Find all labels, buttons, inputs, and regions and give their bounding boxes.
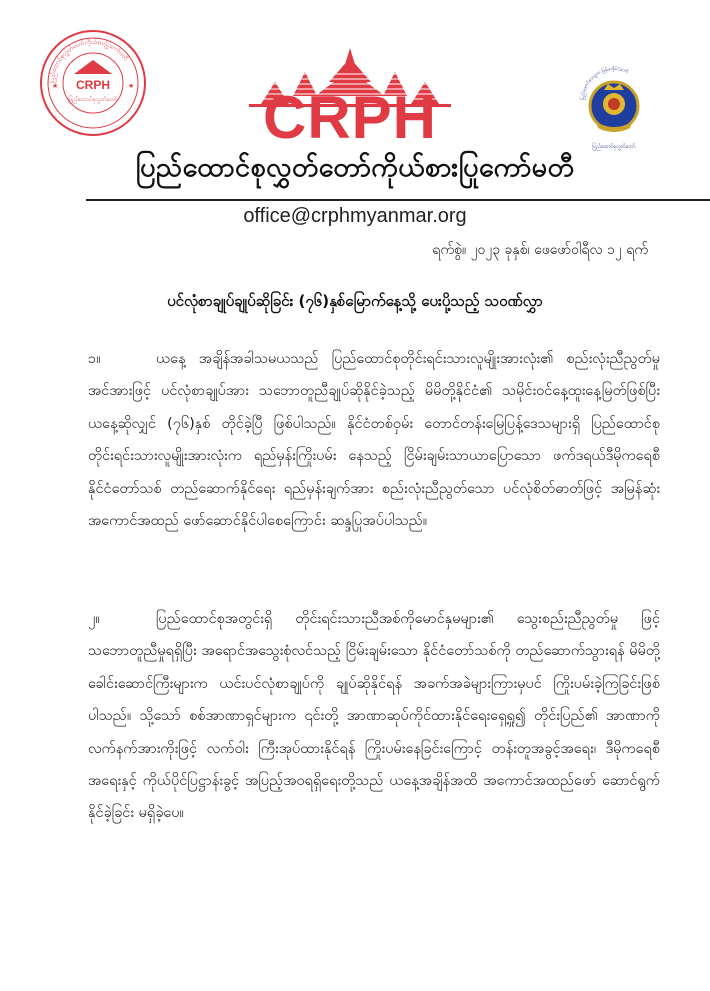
- crph-logo: [245, 48, 455, 150]
- logo-text: CRPH: [262, 84, 437, 151]
- document-title: ပင်လုံစာချုပ်ချုပ်ဆိုခြင်း (၇၆)နှစ်မြောက်နေ့သို့ ပေးပို့သည့် သဝဏ်လွှာ: [167, 292, 543, 310]
- state-emblem-icon: [574, 60, 654, 156]
- svg-text:★: ★: [128, 82, 135, 90]
- paragraph-number: ၁။: [88, 351, 101, 367]
- paragraph-2: [88, 603, 660, 830]
- paragraph-text: ပြည်ထောင်စုအတွင်းရှိ တိုင်းရင်းသားညီအစ်ကိုမောင်နှမများ၏ သွေးစည်းညီညွတ်မှု ဖြင့် သဘောတူညီမှုရရှိပြီး အရောင်အသွေးစုံလင်သည့် ငြိမ်းချမ်းသော နိုင်ငံတော်သစ်ကို တည်ဆောက်သွားရန် မိမိတို့ခေါင်းဆောင်ကြီးများက ယင်းပင်လုံစာချုပ်ကို ချုပ်ဆိုနိုင်ရန် အခက်အခဲများကြားမှပင် ကြိုးပမ်းခဲ့ကြခြင်းဖြစ်ပါသည်။ သို့သော် စစ်အာဏာရှင်များက ၎င်းတို့ အာဏာဆုပ်ကိုင်ထားနိုင်ရေးရှေ့ရှု၍ တိုင်းပြည်၏ အာဏာကို လက်နက်အားကိုးဖြင့် လက်ဝါး ကြီးအုပ်ထားနိုင်ရန် ကြိုးပမ်းနေခြင်းကြောင့် တန်းတူအခွင့်အရေး၊ ဒီမိုကရေစီအရေးနှင့် ကိုယ်ပိုင်ပြဋ္ဌာန်းခွင့် အပြည့်အဝရရှိရေးတို့သည် ယနေ့အချိန်အထိ အကောင်အထည်ဖော် ဆောင်ရွက်နိုင်ခဲ့ခြင်း မရှိခဲ့ပေ။: [88, 611, 660, 822]
- crph-seal-icon: [38, 28, 148, 138]
- paragraph-text: ယနေ့ အချိန်အခါသမယသည် ပြည်ထောင်စုတိုင်းရင်းသားလူမျိုးအားလုံး၏ စည်းလုံးညီညွတ်မှုအင်အားဖြင့် ပင်လုံစာချုပ်အား သဘောတူညီချုပ်ဆိုနိုင်ခဲ့သည့် မိမိတို့နိုင်ငံ၏ သမိုင်းဝင်နေ့ထူးနေ့မြတ်ဖြစ်ပြီး ယနေ့ဆိုလျှင် (၇၆)နှစ် တိုင်ခဲ့ပြီ ဖြစ်ပါသည်။ နိုင်ငံတစ်ဝှမ်း တောင်တန်းမြေပြန့်ဒေသများရှိ ပြည်ထောင်စုတိုင်းရင်းသားလူမျိုးအားလုံးက ရည်မှန်းကြိုးပမ်း နေသည့် ငြိမ်းချမ်းသာယာပြောသော ဖက်ဒရယ်ဒီမိုကရေစီနိုင်ငံတော်သစ် တည်ဆောက်နိုင်ရေး ရည်မှန်းချက်အား စည်းလုံးညီညွတ်သော ပင်လုံစိတ်ဓာတ်ဖြင့် အမြန်ဆုံး အကောင်အထည် ဖော်ဆောင်နိုင်ပါစေကြောင်း ဆန္ဒပြုအပ်ပါသည်။: [88, 351, 660, 530]
- paragraph-1: [88, 343, 660, 537]
- document-date: ရက်စွဲ။ ၂၀၂၃ ခုနှစ်၊ ဖေဖော်ဝါရီလ ၁၂ ရက်: [432, 242, 648, 258]
- svg-text:ပြည်ထောင်စုလွှတ်တော်ကိုယ်စားပြ: [48, 38, 131, 83]
- paragraph-number: ၂။: [88, 611, 100, 627]
- header-divider: [86, 199, 710, 201]
- organization-name: ပြည်ထောင်စုလွှတ်တော်ကိုယ်စားပြုကော်မတီ: [135, 152, 575, 183]
- seal-bottom-text: ပြည်ထောင်စုလွှတ်တော်: [68, 97, 118, 103]
- seal-ring-text: ပြည်ထောင်စုလွှတ်တော်ကိုယ်စားပြုကော်မတီ: [48, 38, 130, 84]
- email-address: office@crphmyanmar.org: [243, 205, 467, 227]
- emblem-top-text: ပြည်ထောင်စုသမ္မတ မြန်မာနိုင်ငံတော်: [580, 66, 630, 101]
- seal-inner-text: CRPH: [75, 78, 111, 92]
- emblem-bottom-text: ပြည်ထောင်စုလွှတ်တော်: [592, 144, 636, 150]
- svg-text:★: ★: [52, 82, 59, 90]
